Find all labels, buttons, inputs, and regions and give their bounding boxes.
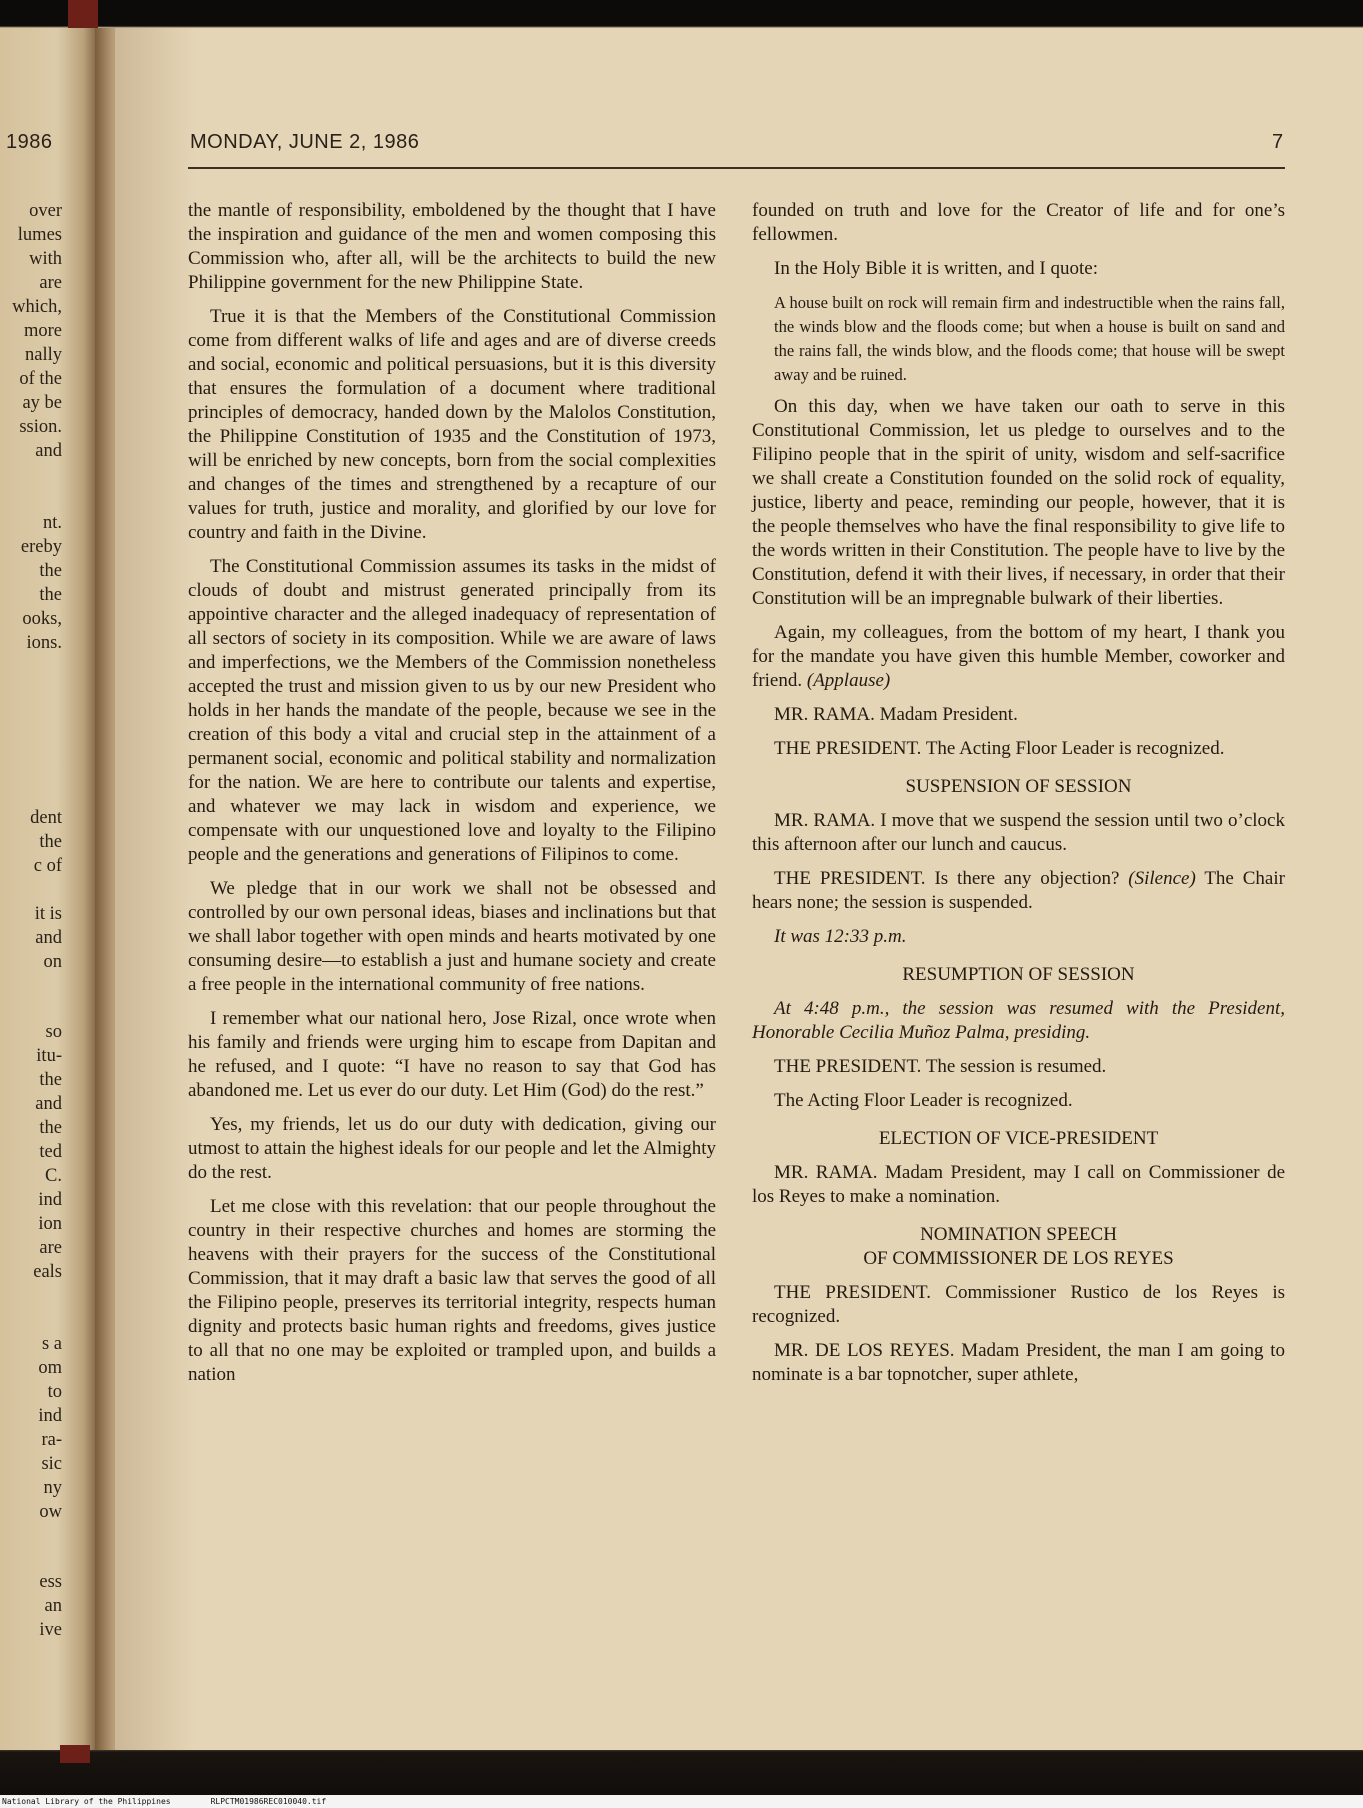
section-heading-suspension: SUSPENSION OF SESSION xyxy=(905,776,1132,797)
left-page-fragment: ssion. xyxy=(19,417,62,437)
resumption-note: At 4:48 p.m., the session was resumed with the President, Honorable Cecilia Muñoz Palma, presiding. xyxy=(752,998,1285,1043)
paragraph-text: The Chair hears none; the session is suspended. xyxy=(752,868,1285,913)
paragraph xyxy=(752,621,1285,693)
left-page-fragment: the xyxy=(39,585,62,605)
section-heading-resumption: RESUMPTION OF SESSION xyxy=(902,964,1135,985)
left-page-fragment: lumes xyxy=(17,225,62,245)
left-page-fragment: ooks, xyxy=(22,609,62,629)
left-page-header-year: 1986 xyxy=(6,131,53,153)
left-page-fragment: dent xyxy=(30,808,62,828)
paragraph: I remember what our national hero, Jose Rizal, once wrote when his family and friends were urging him to escape from Dapitan and he refused, and I quote: “I have no reason to say that God has abandoned me. Let us ever do our duty. Let Him (God) do the rest.” xyxy=(188,1008,716,1101)
left-page-fragment: more xyxy=(23,321,62,341)
paragraph: The Acting Floor Leader is recognized. xyxy=(774,1090,1073,1111)
silence-note: (Silence) xyxy=(1128,868,1196,889)
paragraph: the mantle of responsibility, emboldened by the thought that I have the inspiration and guidance of the men and women composing this Commission who, after all, will be the architects to build the new Philippine government for the new Philippine State. xyxy=(188,200,716,293)
left-page-fragment: ra- xyxy=(41,1430,62,1450)
paragraph: THE PRESIDENT. The Acting Floor Leader is recognized. xyxy=(774,738,1225,759)
section-heading-election: ELECTION OF VICE-PRESIDENT xyxy=(878,1128,1159,1149)
paragraph: In the Holy Bible it is written, and I quote: xyxy=(774,258,1099,279)
left-page-fragment: and xyxy=(35,441,62,461)
time-note: It was 12:33 p.m. xyxy=(774,926,907,947)
scan-footer xyxy=(0,1795,1363,1808)
left-page-fragment: with xyxy=(29,249,62,269)
left-page-fragment: nally xyxy=(25,345,62,365)
left-page-fragment: an xyxy=(44,1596,62,1616)
paragraph xyxy=(752,867,1285,915)
paragraph: True it is that the Members of the Constitutional Commission come from different walks of life and ages and are of diverse creeds and social, economic and political persuasions, but it is this diversity that ensures the formulation of a document where traditional principles of democracy, handed down by the Malolos Constitution, the Philippine Constitution of 1935 and the Constitution of 1973, will be enriched by new concepts, born from the social complexities and changes of the times and strengthened by a recapture of our values for truth, justice and morality, and glorified by our love for country and faith in the Divine. xyxy=(188,306,716,543)
page-header-date: MONDAY, JUNE 2, 1986 xyxy=(190,131,420,153)
paragraph-text: THE PRESIDENT. Is there any objection? xyxy=(774,868,1120,889)
header-rule xyxy=(188,167,1285,169)
section-heading-nomination-line1: NOMINATION SPEECH xyxy=(920,1224,1117,1245)
left-page-fragment: the xyxy=(39,1118,62,1138)
left-page-fragment: ion xyxy=(38,1214,62,1234)
left-page-fragment: the xyxy=(39,832,62,852)
paragraph: We pledge that in our work we shall not be obsessed and controlled by our own personal ideas, biases and inclinations but that we shall labor together with open minds and hearts motivated by one consuming desire—to establish a just and humane society and create a free people in the international community of free nations. xyxy=(188,878,716,995)
left-page-fragment: sic xyxy=(41,1454,62,1474)
left-page-fragment: ions. xyxy=(26,633,62,653)
left-page-fragment: to xyxy=(47,1382,62,1402)
paragraph: founded on truth and love for the Creator of life and for one’s fellowmen. xyxy=(752,200,1285,245)
paragraph: THE PRESIDENT. Commissioner Rustico de los Reyes is recognized. xyxy=(752,1282,1285,1327)
left-page-fragment: so xyxy=(45,1022,62,1042)
book-spine-top xyxy=(68,0,98,30)
left-page-fragment: C. xyxy=(45,1166,62,1186)
left-page-fragment: of the xyxy=(19,369,62,389)
left-page-fragment: are xyxy=(39,273,62,293)
left-page-fragment: ow xyxy=(39,1502,62,1522)
library-credit: National Library of the Philippines xyxy=(2,1797,171,1806)
left-page-fragment: ny xyxy=(43,1478,62,1498)
bible-quote: A house built on rock will remain firm and indestructible when the rains fall, the winds blow and the floods come; but when a house is built on sand and the rains fall, the winds blow, and the floods come; that house will be swept away and be ruined. xyxy=(774,293,1285,384)
right-text-column xyxy=(752,199,1285,1397)
paragraph-text: Again, my colleagues, from the bottom of my heart, I thank you for the mandate you have given this humble Member, coworker and friend. xyxy=(752,622,1285,691)
left-page-fragment: and xyxy=(35,1094,62,1114)
left-text-column xyxy=(188,199,716,1397)
paragraph: On this day, when we have taken our oath to serve in this Constitutional Commission, let us pledge to ourselves and to the Filipino people that in the spirit of unity, wisdom and self-sacrifice we shall create a Constitution founded on the solid rock of equality, justice, liberty and peace, reminding our people, however, that it is the people themselves who have the final responsibility to give life to the words written in their Constitution. The people have to live by the Constitution, defend it with their lives, if necessary, in order that their Constitution will be an impregnable bulwark of their liberties. xyxy=(752,396,1285,609)
left-page-fragment: the xyxy=(39,561,62,581)
book-spine-bottom xyxy=(60,1745,90,1763)
left-page-fragment: it is xyxy=(34,904,62,924)
file-name: RLPCTM01986REC010040.tif xyxy=(210,1797,327,1806)
paragraph: THE PRESIDENT. The session is resumed. xyxy=(774,1056,1107,1077)
left-page-fragment: are xyxy=(39,1238,62,1258)
left-page-fragment: eals xyxy=(33,1262,62,1282)
left-page-fragment: om xyxy=(38,1358,62,1378)
paragraph: Yes, my friends, let us do our duty with dedication, giving our utmost to attain the highest ideals for our people and let the Almighty do the rest. xyxy=(188,1114,716,1183)
left-page-fragment: ive xyxy=(39,1620,62,1640)
left-page-fragment: and xyxy=(35,928,62,948)
left-page-fragment: which, xyxy=(12,297,62,317)
left-page-fragment: ind xyxy=(38,1406,62,1426)
left-page-fragment: nt. xyxy=(42,513,62,533)
left-page-fragment: ted xyxy=(39,1142,62,1162)
left-page-fragment: the xyxy=(39,1070,62,1090)
left-page-fragment: itu- xyxy=(36,1046,62,1066)
paragraph: MR. RAMA. I move that we suspend the session until two o’clock this afternoon after our lunch and caucus. xyxy=(752,810,1285,855)
paragraph: Let me close with this revelation: that our people throughout the country in their respective churches and homes are storming the heavens with their prayers for the success of the Constitutional Commission, that it may draft a basic law that serves the good of all the Filipino people, preserves its territorial integrity, respects human dignity and protects basic human rights and freedoms, gives justice to all that no one may be exploited or trampled upon, and builds a nation xyxy=(188,1196,716,1385)
left-page-fragment: ess xyxy=(39,1572,62,1592)
section-heading-nomination-line2: OF COMMISSIONER DE LOS REYES xyxy=(863,1248,1174,1269)
paragraph: The Constitutional Commission assumes its tasks in the midst of clouds of doubt and mistrust generated principally from its appointive character and the alleged inadequacy of representation of all sectors of society in its composition. While we are aware of laws and imperfections, we the Members of the Commission nonetheless accepted the trust and mission given to us by our new President who holds in her hands the mandate of the people, because we see in the creation of this body a vital and crucial step in the attainment of a permanent social, economic and political stability and normalization for the nation. We are here to contribute our talents and expertise, and whatever we may lack in wisdom and experience, we compensate with our unquestioned love and loyalty to the Filipino people and the generations and generations of Filipinos to come. xyxy=(188,556,716,865)
paragraph: MR. RAMA. Madam President. xyxy=(774,704,1018,725)
page-number: 7 xyxy=(1272,131,1284,153)
left-page-fragment: ay be xyxy=(22,393,62,413)
left-page-fragment: ereby xyxy=(20,537,62,557)
left-page-fragment: c of xyxy=(33,856,62,876)
left-page-fragment: over xyxy=(29,201,62,221)
left-page-fragment: s a xyxy=(41,1334,62,1354)
left-page-fragment: ind xyxy=(38,1190,62,1210)
paragraph: MR. RAMA. Madam President, may I call on Commissioner de los Reyes to make a nomination. xyxy=(752,1162,1285,1207)
paragraph: MR. DE LOS REYES. Madam President, the man I am going to nominate is a bar topnotcher, super athlete, xyxy=(752,1340,1285,1385)
left-page-fragment: on xyxy=(43,952,62,972)
applause-note: (Applause) xyxy=(806,670,891,691)
